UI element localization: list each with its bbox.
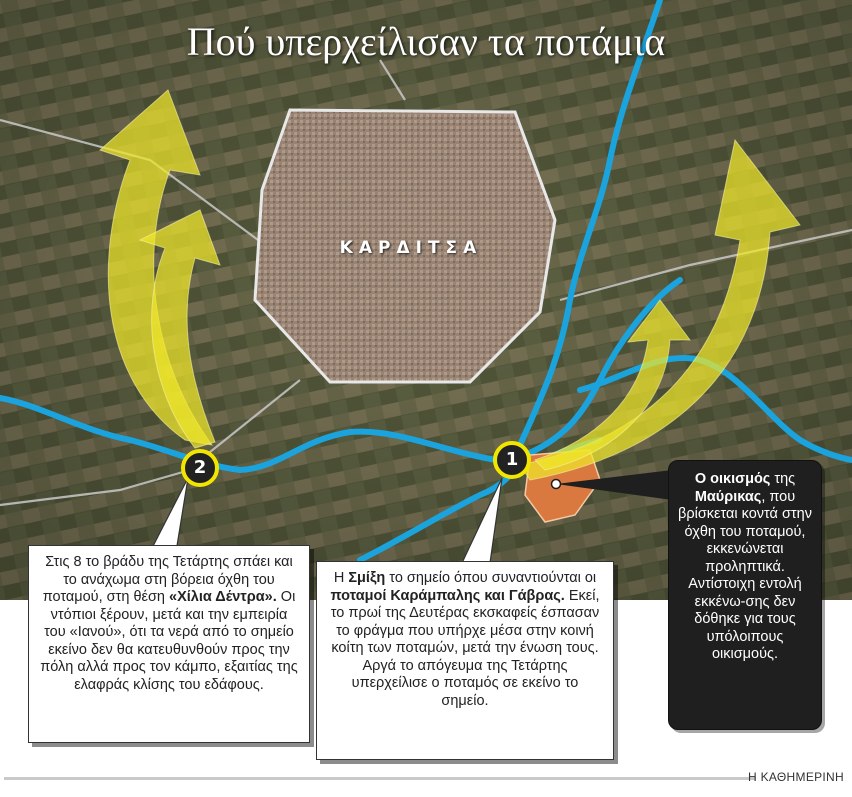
- left-text-1: Στις 8 το βράδυ της Τετάρτης σπάει και το ανάχωμα στη βόρεια όχθη του ποταμού, στη θέση: [42, 554, 293, 606]
- right-text-bold-1: Ο οικισμός: [694, 471, 771, 487]
- map-title: Πού υπερχείλισαν τα ποτάμια: [186, 19, 666, 64]
- center-text-3: Εκεί, το πρωί της Δευτέρας εκσκαφείς έσπασαν το φράγμα που υπήρχε μέσα στην κοινή κοίτη των ποταμών, μετά την ένωση τους. Αργά το απόγευμα της Τετάρτης υπερχείλισε ο ποταμός σε εκείνο το σημείο.: [330, 587, 600, 709]
- callout-center-smixi: [316, 561, 614, 760]
- center-text-bold-2: ποταμοί Καράμπαλης και Γάβρας.: [330, 587, 565, 604]
- right-text-2: , που βρίσκεται κοντά στην όχθη του ποταμού, εκκενώνεται προληπτικά. Αντίστοιχη εντολή εκκένω-σης δεν δόθηκε για τους υπόλοιπους οικισμούς.: [678, 488, 812, 663]
- center-text-1: Η: [333, 570, 349, 586]
- left-text-2: Οι ντόπιοι ξέρουν, μετά και την εμπειρία του «Ιανού», ότι τα νερά από το σημείο εκείνο δεν θα κατευθυνθούν προς την πόλη αλλά προς τον κάμπο, εξαιτίας της ελαφράς κλίσης του εδάφους.: [40, 589, 298, 693]
- right-text-1: της: [770, 471, 796, 487]
- publisher-brand: Η ΚΑΘΗΜΕΡΙΝΗ: [747, 770, 844, 784]
- right-text-bold-2: Μαύρικας: [694, 488, 762, 505]
- footer-rule: [4, 777, 756, 780]
- city-label-karditsa: ΚΑΡΔΙΤΣΑ: [339, 238, 483, 258]
- marker-2[interactable]: 2: [181, 449, 219, 487]
- marker-1[interactable]: 1: [493, 441, 531, 479]
- callout-left-chilia-dentra: [28, 545, 310, 743]
- left-text-bold: «Χίλια Δέντρα».: [169, 589, 277, 606]
- center-text-2: το σημείο όπου συναντιούνται οι: [385, 570, 597, 586]
- mavrika-dot: [552, 480, 561, 489]
- callout-right-mavrika: [668, 460, 822, 730]
- center-text-bold-1: Σμίξη: [348, 570, 386, 586]
